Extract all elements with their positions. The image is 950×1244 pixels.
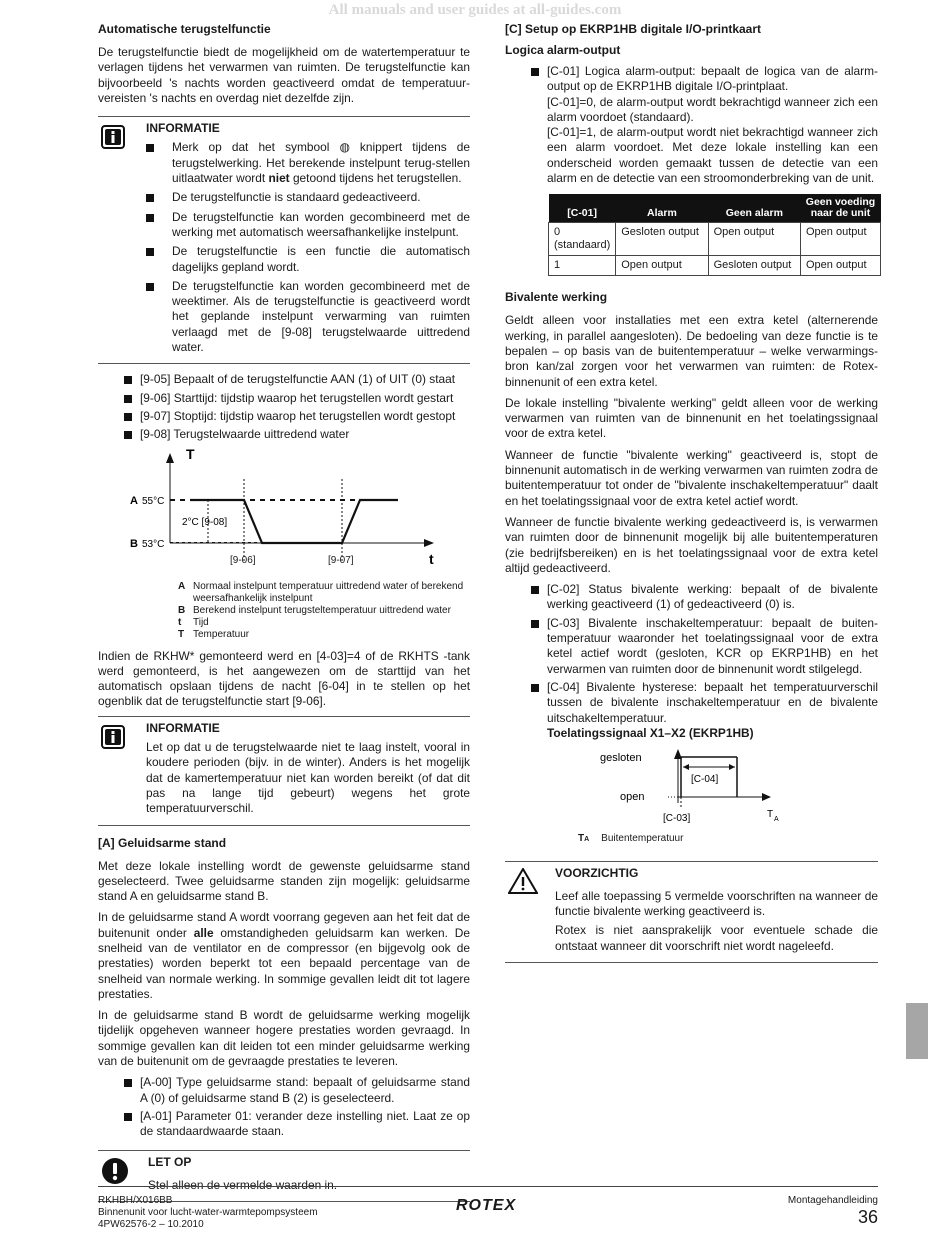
signal-ta-label: T — [767, 809, 774, 821]
legend-key: B — [178, 604, 186, 616]
alarm-table — [548, 194, 881, 276]
page-number: 36 — [857, 1207, 878, 1227]
table-cell: Gesloten output — [708, 256, 800, 276]
legend-item — [178, 605, 470, 617]
list-item: [9-06] Starttijd: tijdstip waarop het terugstellen wordt gestart — [122, 391, 470, 406]
graph-tick-start: [9-06] — [230, 554, 256, 566]
graph-legend — [178, 581, 470, 641]
paragraph: De lokale instelling "bivalente werking" geldt alleen voor de werking verwarmen van ruimten van de binnenunit en het toelatingssignaal voor de extra ketel. — [505, 395, 878, 441]
warning-title: VOORZICHTIG — [555, 866, 639, 881]
section-title-geluidsarm: [A] Geluidsarme stand — [98, 835, 227, 850]
info-box — [98, 116, 470, 364]
info-text: Let op dat u de terugstelwaarde niet te laag instelt, vooral in koudere perioden (bijv. in de winter). Anders is het mogelijk dat de kamertemperatuur niet kan worden bereikt (of dat dit pas na lange tijd gebeurt) wegens het grote temperatuurverschil. — [146, 740, 470, 816]
table-row — [549, 256, 881, 276]
info-bullet: De terugstelfunctie is een functie die automatisch dagelijks gepland wordt. — [146, 244, 470, 275]
paragraph: Wanneer de functie "bivalente werking" geactiveerd is, stopt de binnenunit automatisch in de werking verwarmen van ruimten zodra de buitentemperatuur tot onder de "bivalente inschakeltemperatuur" daalt en het toelatingssignaal voor de extra ketel actief wordt. — [505, 447, 878, 508]
signal-closed-label: gesloten — [600, 752, 642, 765]
bold-text: niet — [268, 171, 290, 186]
paragraph: In de geluidsarme stand B wordt de geluidsarme werking mogelijk tijdelijk opgeheven wanneer hogere prestaties worden gevraagd. In sommige gevallen kan dit leiden tot een minder geluidsarme werking van de buitenunit om de gevraagde prestaties te leveren. — [98, 1008, 470, 1069]
bivalent-list — [529, 582, 878, 741]
signal-c04-label: [C-04] — [691, 774, 719, 786]
page-footer — [98, 1186, 878, 1230]
signal-title: Toelatingssignaal X1–X2 (EKRP1HB) — [547, 725, 754, 740]
table-cell: Gesloten output — [616, 223, 708, 256]
table-cell: Open output — [801, 256, 881, 276]
info-icon — [101, 125, 125, 149]
paragraph: De terugstelfunctie biedt de mogelijkheid om de watertemperatuur te verlagen tijdens het verwarmen van ruimten. De terugstelfunctie kan bijvoorbeeld 's nachts worden geactiveerd omdat de temperatuur-vereisten 's nachts en overdag niet dezelfde zijn. — [98, 45, 470, 105]
legend-key: A — [178, 580, 186, 592]
footer-right — [788, 1195, 878, 1227]
info-bullet — [146, 140, 470, 186]
graph-temp-a: 55°C — [142, 495, 165, 507]
section-title-bivalent: Bivalente werking — [505, 290, 608, 305]
info-bullet: De terugstelfunctie is standaard gedeactiveerd. — [146, 190, 470, 205]
paragraph: Geldt alleen voor installaties met een extra ketel (alternerende werking, in parallel aangesloten). De bedoeling van deze functie is te bepalen – op basis van de buitentemperatuur – welke verwarmings-bron kan/zal zorgen voor het verwarmen van ruimten: de Rotex-binnenunit of een extra ketel. — [505, 313, 878, 389]
legend-key: T — [578, 833, 585, 845]
table-header-row — [549, 194, 881, 223]
info-title: INFORMATIE — [146, 720, 220, 735]
watermark: All manuals and user guides at all-guides.com — [328, 2, 622, 18]
footer-document-code: 4PW62576-2 – 10.2010 — [98, 1219, 204, 1230]
setback-graph — [98, 449, 470, 567]
reduction-symbol-icon: ◍ — [339, 140, 350, 155]
warning-text: Leef alle toepassing 5 vermelde voorschriften na wanneer de functie bivalente werking geactiveerd is. — [555, 888, 878, 918]
caution-title: LET OP — [148, 1154, 192, 1169]
legend-item — [178, 581, 470, 605]
graph-tick-row — [98, 554, 470, 579]
graph-tick-stop: [9-07] — [328, 554, 354, 566]
caution-text: Stel alleen de vermelde waarden in. — [148, 1177, 338, 1192]
legend-text: Buitentemperatuur — [601, 833, 684, 845]
alarm-list — [529, 64, 878, 186]
graph-delta-label: 2°C [9-08] — [182, 516, 228, 528]
info-bullet: De terugstelfunctie kan worden gecombineerd met de weektimer. Als de terugstelfunctie is geactiveerd wordt het geplande instelpunt verwarming van ruimten verlaagd met de [9-08] terugstelwaarde uittredend water. — [146, 279, 470, 355]
legend-text: Temperatuur — [193, 628, 250, 640]
paragraph: [C-01]=0, de alarm-output wordt bekrachtigd wanneer zich een alarm voordoet (standaard). — [547, 94, 878, 124]
bold-text: alle — [193, 925, 214, 940]
graph-label-b: B — [130, 537, 138, 550]
table-cell: Open output — [616, 256, 708, 276]
legend-key: T — [178, 628, 185, 640]
warning-box — [505, 861, 878, 962]
signal-c03-label: [C-03] — [663, 813, 691, 825]
list-item: [9-08] Terugstelwaarde uittredend water — [122, 427, 470, 442]
graph-x-axis-label: t — [429, 550, 434, 567]
text: [C-01] Logica alarm-output: bepaalt de logica van de alarm-output op de EKRP1HB digitale I/O-printplaat. — [547, 64, 878, 94]
graph-y-axis-label: T — [186, 448, 195, 462]
chapter-tab — [906, 1003, 928, 1059]
signal-graph — [505, 745, 878, 829]
list-item — [529, 64, 878, 95]
footer-description: Binnenunit voor lucht-water-warmtepompsysteem — [98, 1207, 318, 1218]
table-cell: Open output — [801, 223, 881, 256]
table-cell: 0 (standaard) — [549, 223, 616, 256]
left-column — [98, 22, 470, 1210]
paragraph: Met deze lokale instelling wordt de gewenste geluidsarme stand geselecteerd. Twee geluidsarme standen zijn mogelijk: geluidsarme stand A en geluidsarme stand B. — [98, 858, 470, 904]
text: omstandigheden geluidsarm kan werken. De snelheid van de ventilator en de compressor (en bijgevolg ook de prestaties) worden beperkt tot een bepaald percentage van de snelheid van normale werking. In sommige gevallen leidt dit tot lagere prestaties. — [98, 925, 470, 1001]
signal-legend — [578, 831, 878, 847]
exclamation-icon — [101, 1157, 129, 1185]
paragraph: Wanneer de functie bivalente werking gedeactiveerd is, is verwarmen van ruimten door de binnenunit mogelijk bij alle buitentemperaturen (zie bedrijfsbereiken) en is het toelatingssignaal voor de extra ketel altijd gedeactiveerd. — [505, 514, 878, 575]
legend-key-subscript: A — [584, 836, 590, 844]
list-item: [C-03] Bivalente inschakeltemperatuur: bepaalt de buiten-temperatuur waaronder het toelatingssignaal voor de extra ketel actief wordt (gesloten, KCR op EKRP1HB) en het verwarmen van ruimten door de binnenunit wordt stilgelegd. — [529, 616, 878, 677]
list-item: [A-01] Parameter 01: verander deze instelling niet. Laat ze op de standaardwaarde staan. — [122, 1109, 470, 1140]
legend-key: t — [178, 616, 182, 628]
graph-temp-b: 53°C — [142, 538, 165, 550]
info-icon — [101, 725, 125, 749]
section-title-terugstel: Automatische terugstelfunctie — [98, 22, 271, 36]
footer-manual-title: Montagehandleiding — [787, 1195, 878, 1206]
table-header: [C-01] — [549, 194, 616, 223]
footer-model: RKHBH/X016BB — [98, 1195, 173, 1206]
legend-item — [178, 629, 470, 641]
text: In de geluidsarme stand A wordt voorrang gegeven aan het feit dat de buitenunit onder — [98, 910, 470, 940]
section-title-ekrp1hb: [C] Setup op EKRP1HB digitale I/O-printkaart — [505, 22, 762, 36]
legend-text: Tijd — [193, 616, 209, 628]
legend-text: Normaal instelpunt temperatuur uittredend water of berekend weersafhankelijk instelpunt — [193, 580, 464, 604]
graph-label-a: A — [130, 494, 138, 507]
right-column — [505, 22, 878, 971]
list-item: [9-05] Bepaalt of de terugstelfunctie AAN (1) of UIT (0) staat — [122, 372, 470, 387]
footer-left — [98, 1195, 318, 1231]
text: getoond tijdens het terugstellen. — [289, 171, 462, 186]
warning-triangle-icon — [508, 868, 538, 894]
info-box — [98, 716, 470, 826]
signal-ta-subscript: A — [774, 816, 779, 824]
info-bullet: De terugstelfunctie kan worden gecombineerd met de werking met automatisch weersafhankelijke instelpunt. — [146, 210, 470, 241]
table-cell: 1 — [549, 256, 616, 276]
table-row — [549, 223, 881, 256]
list-item: [C-04] Bivalente hysterese: bepaalt het temperatuurverschil tussen de bivalente inschakeltemperatuur en de bivalente uitschakeltemperatuur. — [529, 680, 878, 726]
table-header: Geen voeding naar de unit — [801, 194, 881, 223]
paragraph — [98, 910, 470, 1002]
signal-open-label: open — [620, 791, 645, 804]
paragraph: Indien de RKHW* gemonteerd werd en [4-03]=4 of de RKHTS -tank werd gemonteerd, is het aangewezen om de starttijd van het automatisch opslaan tijdens de nacht [6-04] in te stellen op het ogenblik dat de terugstelfunctie start [9-06]. — [98, 648, 470, 709]
paragraph: [C-01]=1, de alarm-output wordt niet bekrachtigd wanneer zich een alarm voordoet. Met deze lokale instelling kan een onderscheid worden gemaakt tussen de detectie van een alarm en de detectie van een stroomonderbreking van de unit. — [547, 125, 878, 186]
subtitle-alarm: Logica alarm-output — [505, 43, 621, 57]
text: knippert tijdens de terugstelwerking. Het berekende instelpunt terug-stellen uitlaatwater wordt — [172, 140, 470, 186]
settings-list — [122, 372, 470, 442]
legend-item — [178, 617, 470, 629]
list-item: [A-00] Type geluidsarme stand: bepaalt of geluidsarme stand A (0) of geluidsarme stand B (2) is geselecteerd. — [122, 1075, 470, 1106]
table-header: Alarm — [616, 194, 708, 223]
text: Merk op dat het symbool — [172, 140, 340, 155]
list-item: [9-07] Stoptijd: tijdstip waarop het terugstellen wordt gestopt — [122, 409, 470, 424]
rotex-logo: ROTEX — [456, 1197, 517, 1214]
table-cell: Open output — [708, 223, 800, 256]
settings-list — [122, 1075, 470, 1139]
warning-text: Rotex is niet aansprakelijk voor eventuele schade die ontstaat wanneer dit voorschrift niet wordt nageleefd. — [555, 923, 878, 953]
table-header: Geen alarm — [708, 194, 800, 223]
legend-text: Berekend instelpunt terugsteltemperatuur uittredend water — [193, 604, 451, 616]
info-title: INFORMATIE — [146, 121, 220, 136]
list-item: [C-02] Status bivalente werking: bepaalt of de bivalente werking geactiveerd (1) of gedeactiveerd (0) is. — [529, 582, 878, 613]
